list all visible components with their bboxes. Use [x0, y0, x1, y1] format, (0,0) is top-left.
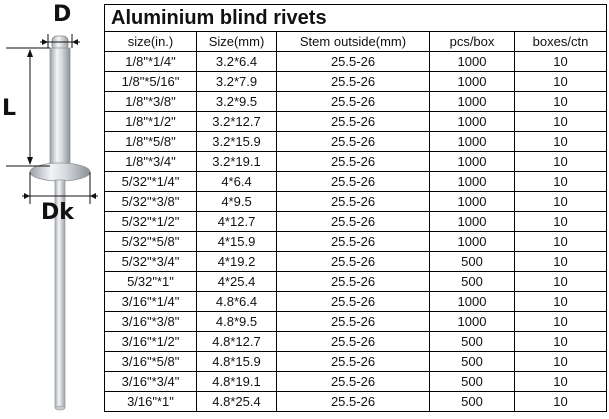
- cell-stem-outside: 25.5-26: [277, 132, 430, 152]
- cell-stem-outside: 25.5-26: [277, 272, 430, 292]
- cell-size-mm: 3.2*19.1: [197, 152, 277, 172]
- table-row: [105, 312, 607, 332]
- cell-size-mm: 3.2*12.7: [197, 112, 277, 132]
- cell-size-in: 1/8"*1/4": [105, 52, 197, 72]
- cell-stem-outside: 25.5-26: [277, 192, 430, 212]
- cell-size-mm: 4*25.4: [197, 272, 277, 292]
- cell-pcs-box: 1000: [430, 232, 515, 252]
- cell-size-mm: 3.2*6.4: [197, 52, 277, 72]
- cell-boxes-ctn: 10: [515, 112, 607, 132]
- table-row: [105, 352, 607, 372]
- cell-size-in: 3/16"*5/8": [105, 352, 197, 372]
- cell-stem-outside: 25.5-26: [277, 332, 430, 352]
- cell-stem-outside: 25.5-26: [277, 172, 430, 192]
- cell-stem-outside: 25.5-26: [277, 312, 430, 332]
- cell-size-in: 3/16"*1": [105, 392, 197, 412]
- cell-stem-outside: 25.5-26: [277, 52, 430, 72]
- cell-size-mm: 3.2*9.5: [197, 92, 277, 112]
- cell-boxes-ctn: 10: [515, 192, 607, 212]
- cell-boxes-ctn: 10: [515, 392, 607, 412]
- cell-size-mm: 4.8*25.4: [197, 392, 277, 412]
- header-size-in: size(in.): [105, 32, 197, 52]
- header-boxes-ctn: boxes/ctn: [515, 32, 607, 52]
- cell-size-in: 1/8"*5/8": [105, 132, 197, 152]
- rivet-spec-table: [104, 4, 607, 412]
- cell-size-in: 3/16"*3/4": [105, 372, 197, 392]
- cell-boxes-ctn: 10: [515, 372, 607, 392]
- cell-boxes-ctn: 10: [515, 292, 607, 312]
- table-row: [105, 232, 607, 252]
- cell-pcs-box: 1000: [430, 72, 515, 92]
- cell-pcs-box: 500: [430, 332, 515, 352]
- cell-boxes-ctn: 10: [515, 232, 607, 252]
- table-row: [105, 132, 607, 152]
- cell-size-in: 1/8"*3/8": [105, 92, 197, 112]
- table-title: Aluminium blind rivets: [105, 5, 607, 32]
- table-row: [105, 172, 607, 192]
- cell-boxes-ctn: 10: [515, 72, 607, 92]
- table-row: [105, 92, 607, 112]
- cell-boxes-ctn: 10: [515, 212, 607, 232]
- cell-size-in: 1/8"*3/4": [105, 152, 197, 172]
- rivet-body: [50, 48, 70, 166]
- cell-boxes-ctn: 10: [515, 152, 607, 172]
- cell-stem-outside: 25.5-26: [277, 212, 430, 232]
- cell-pcs-box: 1000: [430, 212, 515, 232]
- table-row: [105, 272, 607, 292]
- cell-size-in: 1/8"*5/16": [105, 72, 197, 92]
- rivet-diagram: [0, 0, 104, 414]
- cell-boxes-ctn: 10: [515, 92, 607, 112]
- cell-pcs-box: 1000: [430, 192, 515, 212]
- cell-size-in: 5/32"*5/8": [105, 232, 197, 252]
- cell-size-in: 5/32"*1": [105, 272, 197, 292]
- cell-pcs-box: 1000: [430, 132, 515, 152]
- header-stem-outside: Stem outside(mm): [277, 32, 430, 52]
- cell-size-in: 1/8"*1/2": [105, 112, 197, 132]
- cell-pcs-box: 500: [430, 352, 515, 372]
- cell-boxes-ctn: 10: [515, 332, 607, 352]
- cell-size-in: 5/32"*3/4": [105, 252, 197, 272]
- table-row: [105, 252, 607, 272]
- cell-size-in: 5/32"*1/4": [105, 172, 197, 192]
- cell-size-in: 3/16"*1/2": [105, 332, 197, 352]
- cell-pcs-box: 1000: [430, 292, 515, 312]
- cell-boxes-ctn: 10: [515, 52, 607, 72]
- cell-size-mm: 4.8*15.9: [197, 352, 277, 372]
- cell-pcs-box: 1000: [430, 112, 515, 132]
- cell-stem-outside: 25.5-26: [277, 232, 430, 252]
- cell-stem-outside: 25.5-26: [277, 72, 430, 92]
- table-row: [105, 72, 607, 92]
- cell-pcs-box: 500: [430, 392, 515, 412]
- cell-stem-outside: 25.5-26: [277, 92, 430, 112]
- table-row: [105, 112, 607, 132]
- cell-pcs-box: 1000: [430, 172, 515, 192]
- cell-stem-outside: 25.5-26: [277, 252, 430, 272]
- cell-pcs-box: 500: [430, 252, 515, 272]
- cell-boxes-ctn: 10: [515, 312, 607, 332]
- cell-size-mm: 3.2*15.9: [197, 132, 277, 152]
- cell-boxes-ctn: 10: [515, 132, 607, 152]
- cell-stem-outside: 25.5-26: [277, 152, 430, 172]
- dimension-label-dk: Dk: [41, 200, 74, 225]
- cell-pcs-box: 1000: [430, 152, 515, 172]
- cell-stem-outside: 25.5-26: [277, 352, 430, 372]
- table-row: [105, 212, 607, 232]
- cell-stem-outside: 25.5-26: [277, 292, 430, 312]
- cell-size-mm: 4.8*19.1: [197, 372, 277, 392]
- cell-size-mm: 4*6.4: [197, 172, 277, 192]
- table-row: [105, 372, 607, 392]
- cell-stem-outside: 25.5-26: [277, 392, 430, 412]
- dimension-label-l: L: [2, 96, 17, 121]
- cell-size-in: 3/16"*1/4": [105, 292, 197, 312]
- cell-pcs-box: 1000: [430, 52, 515, 72]
- header-size-mm: Size(mm): [197, 32, 277, 52]
- cell-size-mm: 3.2*7.9: [197, 72, 277, 92]
- cell-size-mm: 4*15.9: [197, 232, 277, 252]
- cell-size-in: 5/32"*3/8": [105, 192, 197, 212]
- cell-pcs-box: 1000: [430, 92, 515, 112]
- dimension-label-d: D: [53, 2, 72, 27]
- cell-boxes-ctn: 10: [515, 252, 607, 272]
- table-title-row: [105, 5, 607, 32]
- cell-pcs-box: 1000: [430, 312, 515, 332]
- cell-size-mm: 4*9.5: [197, 192, 277, 212]
- cell-size-in: 5/32"*1/2": [105, 212, 197, 232]
- table-row: [105, 152, 607, 172]
- table-row: [105, 332, 607, 352]
- cell-size-mm: 4*12.7: [197, 212, 277, 232]
- table-row: [105, 192, 607, 212]
- cell-boxes-ctn: 10: [515, 172, 607, 192]
- table-row: [105, 292, 607, 312]
- cell-size-mm: 4.8*9.5: [197, 312, 277, 332]
- table-header-row: [105, 32, 607, 52]
- header-pcs-box: pcs/box: [430, 32, 515, 52]
- cell-pcs-box: 500: [430, 272, 515, 292]
- table-row: [105, 392, 607, 412]
- table-row: [105, 52, 607, 72]
- cell-size-mm: 4.8*12.7: [197, 332, 277, 352]
- cell-boxes-ctn: 10: [515, 272, 607, 292]
- cell-pcs-box: 500: [430, 372, 515, 392]
- cell-size-in: 3/16"*3/8": [105, 312, 197, 332]
- cell-stem-outside: 25.5-26: [277, 112, 430, 132]
- cell-boxes-ctn: 10: [515, 352, 607, 372]
- cell-size-mm: 4*19.2: [197, 252, 277, 272]
- cell-stem-outside: 25.5-26: [277, 372, 430, 392]
- cell-size-mm: 4.8*6.4: [197, 292, 277, 312]
